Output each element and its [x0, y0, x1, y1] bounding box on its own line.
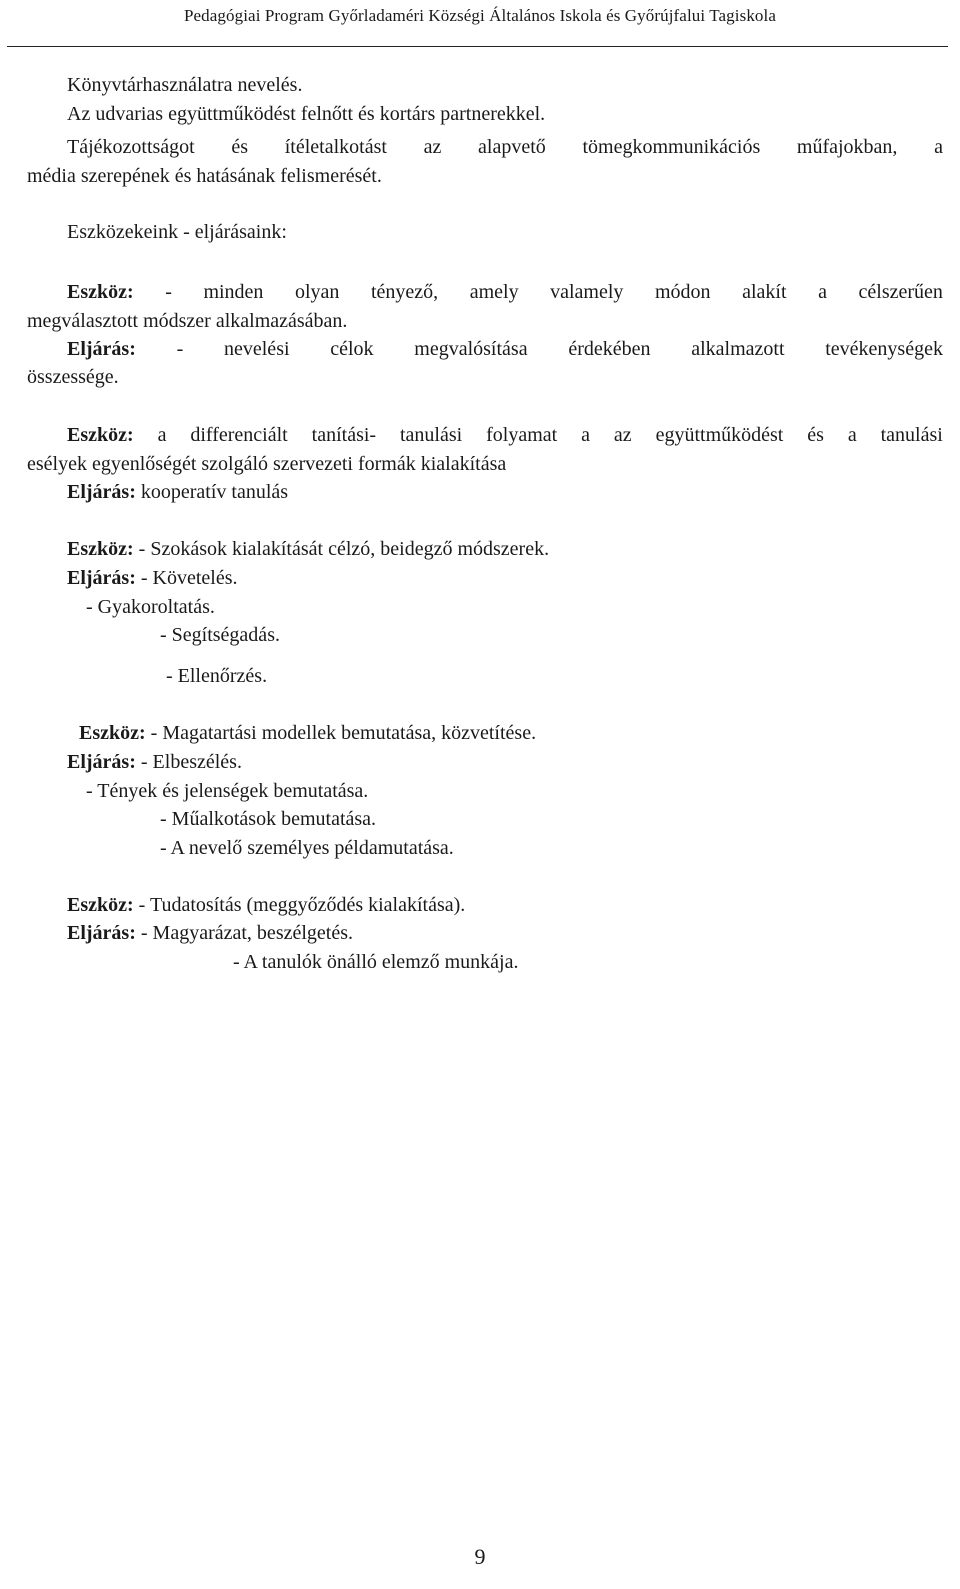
eljaras-text: - Követelés.: [140, 567, 238, 589]
text-word: Tájékozottságot: [67, 136, 195, 158]
block2-item: - Gyakoroltatás.: [86, 596, 215, 618]
eszkoz-text-word: tényező,: [370, 281, 439, 303]
eszkoz-text-word: amely: [469, 281, 519, 303]
eszkoz-text-word: a: [157, 424, 167, 446]
block2-eljaras: [67, 566, 238, 590]
eszkoz-text-word: az: [613, 424, 632, 446]
block3-eszkoz: [79, 721, 536, 745]
eszkoz-text-word: a: [818, 281, 827, 303]
eljaras-text-word: megvalósítása: [414, 338, 528, 360]
eljaras-label: Eljárás:: [67, 922, 136, 944]
definition-eszkoz-line-1: [67, 280, 943, 304]
block1-eszkoz-line-2: esélyek egyenlőségét szolgáló szervezeti formák kialakítása: [27, 453, 507, 475]
intro-line-2: Az udvarias együttműködést felnőtt és kortárs partnerekkel.: [67, 103, 546, 125]
block4-item: - A tanulók önálló elemző munkája.: [233, 951, 519, 973]
block3-eljaras: [67, 750, 242, 774]
eljaras-label: Eljárás:: [67, 481, 136, 503]
block4-eszkoz: [67, 893, 465, 917]
header-divider: [7, 46, 948, 47]
text-word: alapvető: [478, 136, 546, 158]
page-number: 9: [474, 1544, 486, 1569]
eszkoz-text-word: a: [581, 424, 590, 446]
eljaras-text-word: célok: [330, 338, 374, 360]
block2-eszkoz: [67, 537, 549, 561]
block1-eljaras: [67, 480, 288, 504]
eljaras-label: Eljárás:: [67, 751, 136, 773]
intro-line-1: Könyvtárhasználatra nevelés.: [67, 74, 303, 96]
text-word: ítéletalkotást: [284, 136, 387, 158]
definition-eljaras-line-2: összessége.: [27, 366, 119, 388]
eszkoz-text-word: -: [165, 281, 172, 303]
eszkoz-text: - Szokások kialakítását célzó, beidegző módszerek.: [138, 538, 550, 560]
block3-item: - Műalkotások bemutatása.: [160, 808, 377, 830]
eszkoz-label: Eszköz:: [79, 722, 146, 744]
eszkoz-text: - Tudatosítás (meggyőződés kialakítása).: [138, 894, 466, 916]
eljaras-text: kooperatív tanulás: [140, 481, 289, 503]
section-heading: Eszközekeink - eljárásaink:: [67, 221, 287, 243]
eszkoz-label-word: Eszköz:: [67, 424, 134, 446]
block3-item: - A nevelő személyes példamutatása.: [160, 837, 454, 859]
intro-line-3: [67, 135, 943, 159]
eszkoz-text-word: alakít: [742, 281, 787, 303]
eljaras-text-word: tevékenységek: [825, 338, 943, 360]
block1-eszkoz-line-1: [67, 423, 943, 447]
text-word: tömegkommunikációs: [582, 136, 761, 158]
eszkoz-text: - Magatartási modellek bemutatása, közvetítése.: [150, 722, 537, 744]
eszkoz-text-word: folyamat: [486, 424, 558, 446]
eljaras-text-word: alkalmazott: [691, 338, 785, 360]
eljaras-text: - Elbeszélés.: [140, 751, 242, 773]
eszkoz-text-word: tanulási: [880, 424, 943, 446]
eszkoz-text-word: olyan: [294, 281, 340, 303]
eszkoz-label-word: Eszköz:: [67, 281, 134, 303]
eszkoz-text-word: a: [847, 424, 857, 446]
eszkoz-label: Eszköz:: [67, 894, 134, 916]
text-word: műfajokban,: [796, 136, 898, 158]
text-word: az: [423, 136, 442, 158]
definition-eszkoz-line-2: megválasztott módszer alkalmazásában.: [27, 310, 348, 332]
eljaras-text-word: nevelési: [224, 338, 290, 360]
eszkoz-text-word: és: [807, 424, 824, 446]
eszkoz-text-word: tanulási: [399, 424, 463, 446]
eszkoz-text-word: tanítási-: [311, 424, 377, 446]
block4-eljaras: [67, 921, 353, 945]
block2-item: - Ellenőrzés.: [166, 665, 268, 687]
running-header: Pedagógiai Program Győrladaméri Községi Általános Iskola és Győrújfalui Tagiskola: [183, 6, 776, 25]
eszkoz-text-word: minden: [203, 281, 264, 303]
text-word: a: [934, 136, 943, 158]
eszkoz-text-word: együttműködést: [655, 424, 784, 446]
eszkoz-text-word: célszerűen: [858, 281, 943, 303]
eszkoz-label: Eszköz:: [67, 538, 134, 560]
block3-item: - Tények és jelenségek bemutatása.: [86, 780, 369, 802]
eljaras-text-word: -: [176, 338, 184, 360]
eljaras-text: - Magyarázat, beszélgetés.: [140, 922, 353, 944]
eljaras-text-word: érdekében: [568, 338, 651, 360]
definition-eljaras-line-1: [67, 337, 943, 361]
intro-line-4: média szerepének és hatásának felismerését.: [27, 165, 382, 187]
eszkoz-text-word: módon: [654, 281, 711, 303]
eljaras-label: Eljárás:: [67, 567, 136, 589]
eljaras-label-word: Eljárás:: [67, 338, 136, 360]
eszkoz-text-word: valamely: [550, 281, 624, 303]
eszkoz-text-word: differenciált: [190, 424, 288, 446]
block2-item: - Segítségadás.: [160, 624, 280, 646]
text-word: és: [231, 136, 249, 158]
